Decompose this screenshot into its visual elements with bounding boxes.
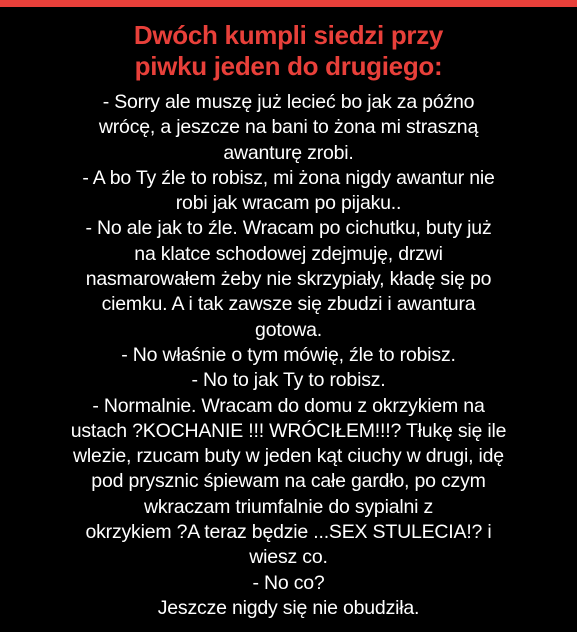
joke-body	[10, 90, 567, 621]
story-line: Jeszcze nigdy się nie obudziła.	[157, 596, 420, 619]
story-line: na klatce schodowej zdejmuję, drzwi	[134, 242, 443, 265]
story-line: - A bo Ty źle to robisz, mi żona nigdy awantur nie	[82, 166, 495, 189]
story-line: - No właśnie o tym mówię, źle to robisz.	[121, 343, 456, 366]
story-line: - No co?	[252, 571, 325, 594]
story-line: ciemku. A i tak zawsze się zbudzi i awantura	[101, 293, 476, 316]
story-line: wlezie, rzucam buty w jeden kąt ciuchy w drugi, idę	[73, 445, 504, 468]
story-line: wrócę, a jeszcze na bani to żona mi straszną	[98, 116, 479, 139]
top-accent-bar	[0, 0, 577, 7]
story-line: gotowa.	[255, 318, 322, 341]
story-line: - Sorry ale muszę już lecieć bo jak za późno	[102, 91, 475, 113]
story-line: ustach ?KOCHANIE !!! WRÓCIŁEM!!!? Tłukę się ile	[70, 419, 507, 442]
story-line: - No to jak Ty to robisz.	[191, 369, 386, 392]
title-line-1: Dwóch kumpli siedzi przy	[133, 20, 444, 50]
story-line: wiesz co.	[249, 546, 328, 569]
story-line: awanturę zrobi.	[223, 141, 354, 164]
story-line: pod prysznic śpiewam na całe gardło, po czym	[91, 470, 486, 493]
title-line-2: piwku jeden do drugiego:	[134, 51, 443, 81]
story-line: nasmarowałem żeby nie skrzypiały, kładę się po	[85, 268, 492, 291]
story-line: robi jak wracam po pijaku..	[175, 192, 402, 215]
joke-title	[0, 20, 577, 82]
story-line: okrzykiem ?A teraz będzie ...SEX STULECIA!? i	[85, 521, 492, 544]
story-line: - No ale jak to źle. Wracam po cichutku, buty już	[85, 217, 492, 240]
story-line: wkraczam triumfalnie do sypialni z	[143, 495, 434, 518]
story-line: - Normalnie. Wracam do domu z okrzykiem na	[92, 394, 485, 417]
